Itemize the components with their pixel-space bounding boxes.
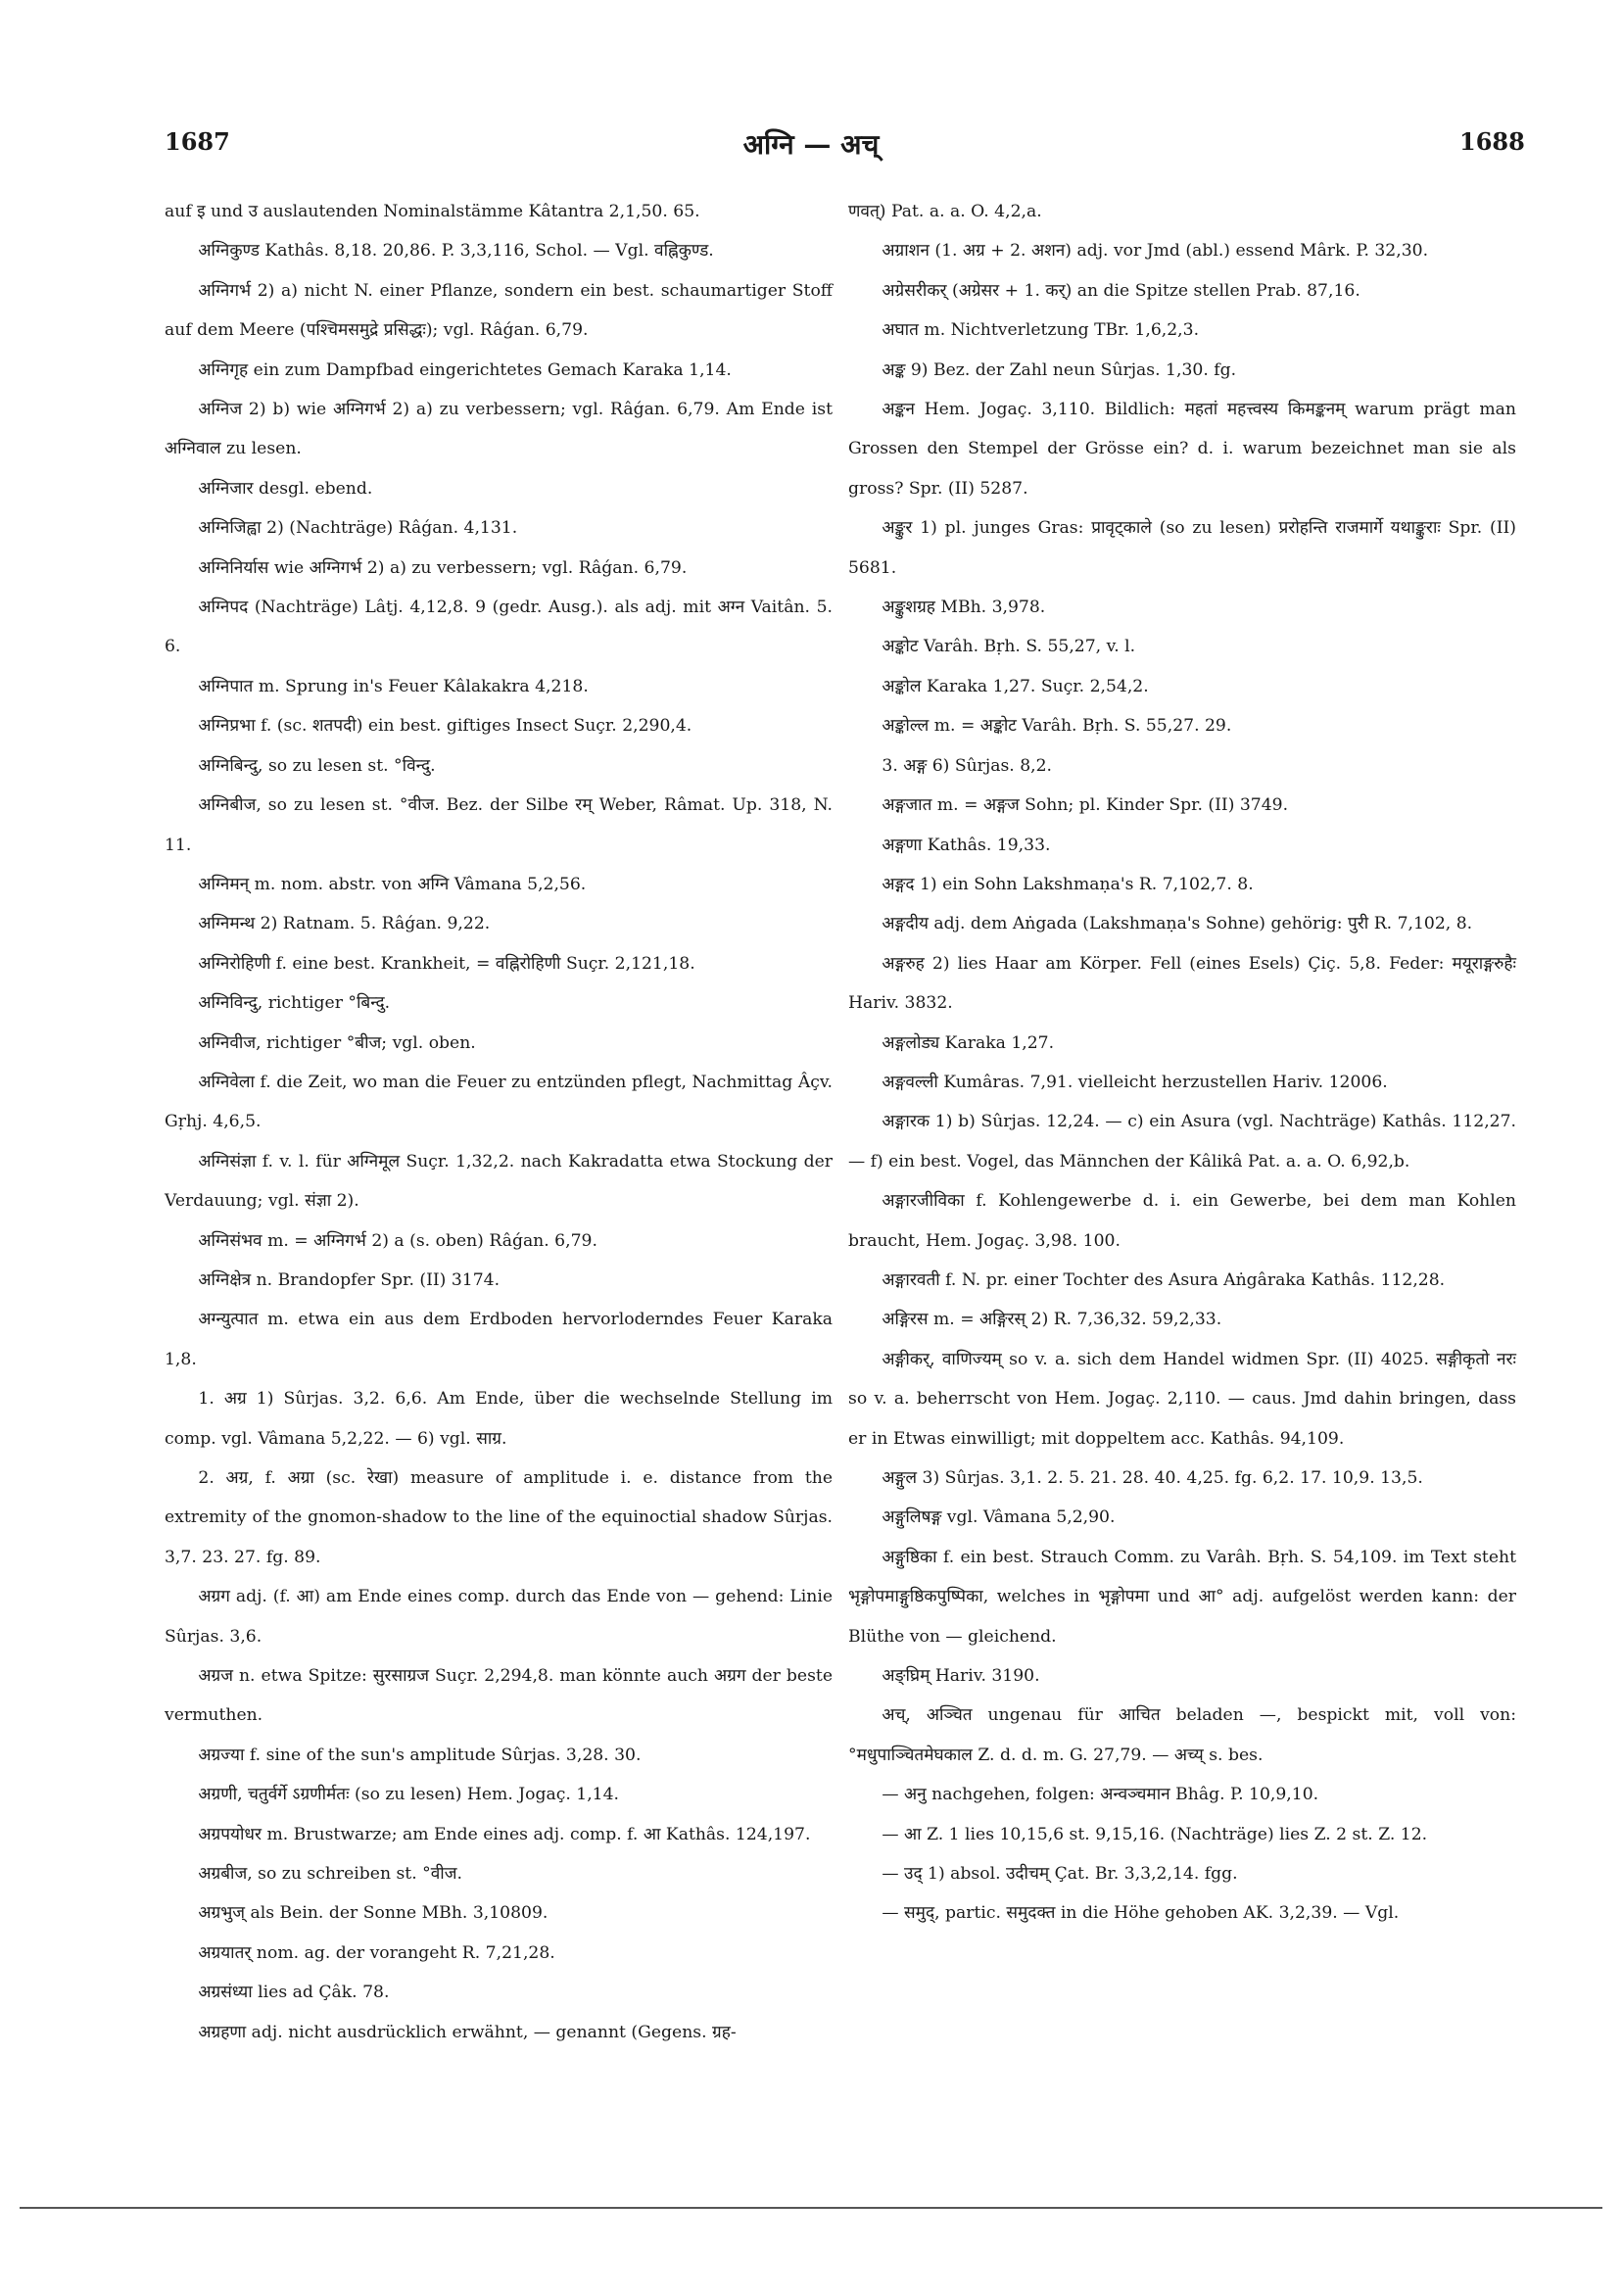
dictionary-entry: अङ्गजात m. = अङ्गज Sohn; pl. Kinder Spr. (II) 3749. <box>882 795 1289 816</box>
dictionary-entry: अङ्क 9) Bez. der Zahl neun Sûrjas. 1,30. fg. <box>882 359 1237 380</box>
dictionary-entry: अङ्गलोड्य Karaka 1,27. <box>882 1032 1055 1053</box>
dictionary-entry: अग्निसंभव m. = अग्निगर्भ 2) a (s. oben) Râǵan. 6,79. <box>198 1230 597 1251</box>
dictionary-entry: अङ्गवल्ली Kumâras. 7,91. vielleicht herzustellen Hariv. 12006. <box>882 1072 1388 1092</box>
dictionary-entry: अग्रहणा adj. nicht ausdrücklich erwähnt, — genannt (Gegens. ग्रह- <box>198 2022 737 2042</box>
dictionary-entry: अग्निप्रभा f. (sc. शतपदी) ein best. giftiges Insect Suçr. 2,290,4. <box>198 716 692 737</box>
footer-rule <box>20 2207 1602 2209</box>
dictionary-entry: अग्निविन्दु, richtiger °बिन्दु. <box>198 993 391 1014</box>
dictionary-entry: 3. अङ्ग 6) Sûrjas. 8,2. <box>882 755 1053 776</box>
dictionary-entry: अग्निपात m. Sprung in's Feuer Kâlakakra 4,218. <box>198 676 589 696</box>
dictionary-entry: अग्रग adj. (f. आ) am Ende eines comp. durch das Ende von — gehend: Linie Sûrjas. 3,6. <box>165 1587 833 1647</box>
left-column <box>165 192 833 2052</box>
dictionary-entry: अग्रभुज् als Bein. der Sonne MBh. 3,10809. <box>198 1903 549 1924</box>
dictionary-entry: अग्न्युत्पात m. etwa ein aus dem Erdboden hervorloderndes Feuer Karaka 1,8. <box>165 1310 833 1369</box>
dictionary-entry: अङ्गारवती f. N. pr. einer Tochter des Asura Aṅgâraka Kathâs. 112,28. <box>882 1269 1446 1290</box>
dictionary-entry: अग्रज्या f. sine of the sun's amplitude Sûrjas. 3,28. 30. <box>198 1745 642 1765</box>
dictionary-entry: अङ्गुष्ठिका f. ein best. Strauch Comm. zu Varâh. Bṛh. S. 54,109. im Text steht भृङ्गोपमाङ्गुष्ठिकपुष्पिका, welches in भृङ्गोपमा und आ° adj. aufgelöst werden kann: der Blüthe von — gleichend. <box>848 1547 1516 1647</box>
dictionary-entry: 2. अग्र, f. अग्रा (sc. रेखा) measure of amplitude i. e. distance from the extremity of the gnomon-shadow to the line of the equinoctial shadow Sûrjas. 3,7. 23. 27. fg. 89. <box>165 1468 833 1567</box>
dictionary-entry: अग्राशन (1. अग्र + 2. अशन) adj. vor Jmd (abl.) essend Mârk. P. 32,30. <box>882 241 1429 262</box>
dictionary-entry: अङ्गुल 3) Sûrjas. 3,1. 2. 5. 21. 28. 40. 4,25. fg. 6,2. 17. 10,9. 13,5. <box>882 1468 1423 1488</box>
dictionary-entry: अङ्गिरस m. = अङ्गिरस् 2) R. 7,36,32. 59,2,33. <box>882 1310 1222 1330</box>
dictionary-entry: 1. अग्र 1) Sûrjas. 3,2. 6,6. Am Ende, über die wechselnde Stellung im comp. vgl. Vâmana 5,2,22. — 6) vgl. साग्र. <box>165 1389 833 1449</box>
dictionary-entry: अग्निमन्थ 2) Ratnam. 5. Râǵan. 9,22. <box>198 914 491 934</box>
dictionary-entry: auf इ und उ auslautenden Nominalstämme Kâtantra 2,1,50. 65. <box>165 202 700 221</box>
dictionary-entry: अग्निज 2) b) wie अग्निगर्भ 2) a) zu verbessern; vgl. Râǵan. 6,79. Am Ende ist अग्निवाल zu lesen. <box>165 400 833 459</box>
page-number-right: 1688 <box>1459 127 1525 156</box>
dictionary-entry: अङ्गदीय adj. dem Aṅgada (Lakshmaṇa's Sohne) gehörig: पुरी R. 7,102, 8. <box>882 914 1473 934</box>
dictionary-entry: अघात m. Nichtverletzung TBr. 1,6,2,3. <box>882 320 1200 341</box>
dictionary-entry: अग्निवेला f. die Zeit, wo man die Feuer zu entzünden pflegt, Nachmittag Âçv. Gṛhj. 4,6,5. <box>165 1072 833 1132</box>
dictionary-entry: अग्रयातर् nom. ag. der vorangeht R. 7,21,28. <box>198 1942 555 1963</box>
dictionary-entry: — उद् 1) absol. उदीचम् Çat. Br. 3,3,2,14. fgg. <box>882 1864 1238 1885</box>
dictionary-entry: अग्निगृह ein zum Dampfbad eingerichtetes Gemach Karaka 1,14. <box>198 359 732 380</box>
running-head: अग्नि — अच् <box>742 128 880 161</box>
dictionary-entry: अग्निबीज, so zu lesen st. °वीज. Bez. der Silbe रम् Weber, Râmat. Up. 318, N. 11. <box>165 795 833 855</box>
dictionary-entry: अङ्गीकर्, वाणिज्यम् so v. a. sich dem Handel widmen Spr. (II) 4025. सङ्गीकृतो नरः so v. a. beherrscht von Hem. Jogaç. 2,110. — caus. Jmd dahin bringen, dass er in Etwas einwilligt; mit doppeltem acc. Kathâs. 94,109. <box>848 1349 1516 1449</box>
dictionary-entry: अग्रबीज, so zu schreiben st. °वीज. <box>198 1864 462 1885</box>
dictionary-entry: अग्निनिर्यास wie अग्निगर्भ 2) a) zu verbessern; vgl. Râǵan. 6,79. <box>198 557 688 578</box>
dictionary-entry: अग्निवीज, richtiger °बीज; vgl. oben. <box>198 1032 476 1053</box>
right-column <box>848 192 1516 1934</box>
dictionary-entry: अग्निजार desgl. ebend. <box>198 478 373 499</box>
dictionary-entry: अङ्गरुह 2) lies Haar am Körper. Fell (eines Esels) Çiç. 5,8. Feder: मयूराङ्गरुहैः Hariv. 3832. <box>848 953 1516 1014</box>
dictionary-entry: — समुद्, partic. समुदक्त in die Höhe gehoben AK. 3,2,39. — Vgl. <box>882 1903 1400 1924</box>
dictionary-entry: अङ्कोल्ल m. = अङ्कोट Varâh. Bṛh. S. 55,27. 29. <box>882 716 1232 737</box>
dictionary-entry: अग्रसंध्या lies ad Çâk. 78. <box>198 1983 390 2003</box>
dictionary-entry: अग्निरोहिणी f. eine best. Krankheit, = वह्निरोहिणी Suçr. 2,121,18. <box>198 953 695 974</box>
dictionary-entry: अग्निकुण्ड Kathâs. 8,18. 20,86. P. 3,3,116, Schol. — Vgl. वह्निकुण्ड. <box>198 241 714 262</box>
dictionary-entry: अग्निमन् m. nom. abstr. von अग्नि Vâmana 5,2,56. <box>198 874 587 894</box>
dictionary-entry: अग्रपयोधर m. Brustwarze; am Ende eines adj. comp. f. आ Kathâs. 124,197. <box>198 1824 811 1844</box>
page-number-left: 1687 <box>165 127 230 156</box>
dictionary-entry: अग्निसंज्ञा f. v. l. für अग्निमूल Suçr. 1,32,2. nach Kakradatta etwa Stockung der Verdauung; vgl. संज्ञा 2). <box>165 1151 833 1212</box>
dictionary-entry: अग्निगर्भ 2) a) nicht N. einer Pflanze, sondern ein best. schaumartiger Stoff auf dem Meere (पश्चिमसमुद्रे प्रसिद्धः); vgl. Râǵan. 6,79. <box>165 280 833 341</box>
dictionary-entry: अङ्गणा Kathâs. 19,33. <box>882 835 1051 855</box>
dictionary-entry: अङ्कन Hem. Jogaç. 3,110. Bildlich: महतां महत्त्वस्य किमङ्कनम् warum prägt man Grossen den Stempel der Grösse ein? d. i. warum bezeichnet man sie als gross? Spr. (II) 5287. <box>848 400 1516 499</box>
dictionary-entry: अग्निक्षेत्र n. Brandopfer Spr. (II) 3174. <box>198 1269 501 1290</box>
dictionary-entry: — अनु nachgehen, folgen: अन्वञ्चमान Bhâg. P. 10,9,10. <box>882 1785 1319 1805</box>
dictionary-entry: अङ्कुर 1) pl. junges Gras: प्रावृट्काले (so zu lesen) प्ररोहन्ति राजमार्गे यथाङ्कुराः Spr. (II) 5681. <box>848 518 1516 578</box>
dictionary-entry: अङ्गुलिषङ्ग vgl. Vâmana 5,2,90. <box>882 1507 1116 1528</box>
dictionary-entry: णवत्) Pat. a. a. O. 4,2,a. <box>848 202 1042 221</box>
dictionary-entry: — आ Z. 1 lies 10,15,6 st. 9,15,16. (Nachträge) lies Z. 2 st. Z. 12. <box>882 1824 1428 1844</box>
dictionary-entry: अच्, अञ्चित ungenau für आचित beladen —, bespickt mit, voll von: °मधुपाञ्चितमेघकाल Z. d. d. m. G. 27,79. — अच्य् s. bes. <box>848 1705 1516 1765</box>
dictionary-entry: अग्निजिह्वा 2) (Nachträge) Râǵan. 4,131. <box>198 518 518 539</box>
dictionary-entry: अङ्कोल Karaka 1,27. Suçr. 2,54,2. <box>882 676 1149 696</box>
dictionary-entry: अग्रणी, चतुर्वर्गे ऽग्रणीर्मतः (so zu lesen) Hem. Jogaç. 1,14. <box>198 1785 620 1805</box>
dictionary-entry: अङ्कुशग्रह MBh. 3,978. <box>882 598 1046 618</box>
dictionary-entry: अङ्गद 1) ein Sohn Lakshmaṇa's R. 7,102,7. 8. <box>882 874 1254 894</box>
dictionary-entry: अङ्कोट Varâh. Bṛh. S. 55,27, v. l. <box>882 637 1136 657</box>
dictionary-entry: अङ्घ्रिम् Hariv. 3190. <box>882 1666 1040 1687</box>
dictionary-entry: अङ्गारक 1) b) Sûrjas. 12,24. — c) ein Asura (vgl. Nachträge) Kathâs. 112,27. — f) ein best. Vogel, das Männchen der Kâlikâ Pat. a. a. O. 6,92,b. <box>848 1112 1516 1172</box>
dictionary-entry: अङ्गारजीविका f. Kohlengewerbe d. i. ein Gewerbe, bei dem man Kohlen braucht, Hem. Jogaç. 3,98. 100. <box>848 1191 1516 1251</box>
dictionary-entry: अग्रेसरीकर् (अग्रेसर + 1. कर्) an die Spitze stellen Prab. 87,16. <box>882 280 1360 301</box>
dictionary-entry: अग्निबिन्दु, so zu lesen st. °विन्दु. <box>198 755 436 776</box>
dictionary-entry: अग्रज n. etwa Spitze: सुरसाग्रज Suçr. 2,294,8. man könnte auch अग्रग der beste vermuthen. <box>165 1666 833 1726</box>
dictionary-entry: अग्निपद (Nachträge) Lâṭj. 4,12,8. 9 (gedr. Ausg.). als adj. mit अग्न Vaitân. 5. 6. <box>165 598 833 657</box>
